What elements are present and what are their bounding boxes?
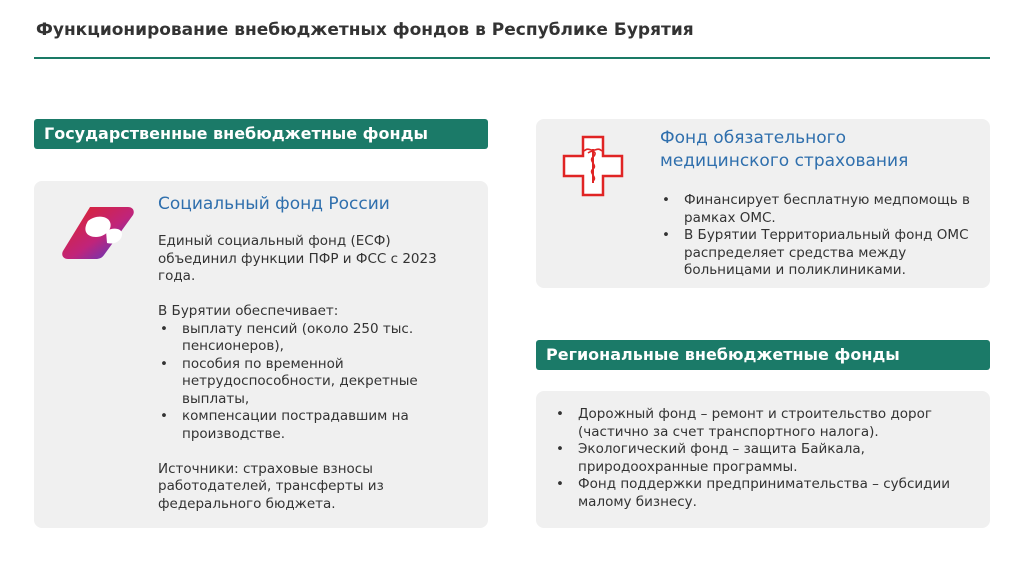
list-item: • компенсации пострадавшим на производстве.: [158, 408, 458, 443]
list-item: • пособия по временной нетрудоспособности, декретные выплаты,: [158, 356, 458, 409]
regional-funds-card: [536, 391, 990, 528]
oms-fund-heading: Фонд обязательного медицинского страхования: [660, 128, 909, 171]
state-funds-banner: Государственные внебюджетные фонды: [34, 119, 488, 149]
title-divider: [34, 57, 990, 59]
list-item: • Фонд поддержки предпринимательства – субсидии малому бизнесу.: [554, 476, 974, 511]
list-item: • Экологический фонд – защита Байкала, природоохранные программы.: [554, 441, 974, 476]
regional-funds-body: [554, 406, 974, 511]
regional-funds-list: [554, 406, 974, 511]
list-item: • Дорожный фонд – ремонт и строительство дорог (частично за счет транспортного налога).: [554, 406, 974, 441]
social-fund-sources: Источники: страховые взносы работодателей, трансферты из федерального бюджета.: [158, 460, 384, 512]
oms-fund-card: [536, 119, 990, 288]
list-item: • Финансирует бесплатную медпомощь в рамках ОМС.: [660, 192, 970, 227]
medical-cross-icon: [562, 135, 624, 197]
list-item: • выплату пенсий (около 250 тыс. пенсионеров),: [158, 321, 458, 356]
page-title: Функционирование внебюджетных фондов в Республике Бурятия: [36, 20, 694, 40]
list-item: • В Бурятии Территориальный фонд ОМС распределяет средства между больницами и поликлиниками.: [660, 227, 970, 280]
oms-fund-list: [660, 192, 970, 280]
regional-funds-banner: Региональные внебюджетные фонды: [536, 340, 990, 370]
social-fund-card: [34, 181, 488, 528]
social-fund-list: [158, 321, 458, 444]
social-fund-body: [158, 233, 458, 513]
sfr-logo-icon: [60, 201, 136, 261]
social-fund-intro: Единый социальный фонд (ЕСФ) объединил функции ПФР и ФСС с 2023 года.: [158, 233, 437, 284]
social-fund-provides-label: В Бурятии обеспечивает:: [158, 303, 339, 319]
oms-fund-body: [660, 192, 970, 280]
social-fund-heading: Социальный фонд России: [158, 194, 390, 214]
